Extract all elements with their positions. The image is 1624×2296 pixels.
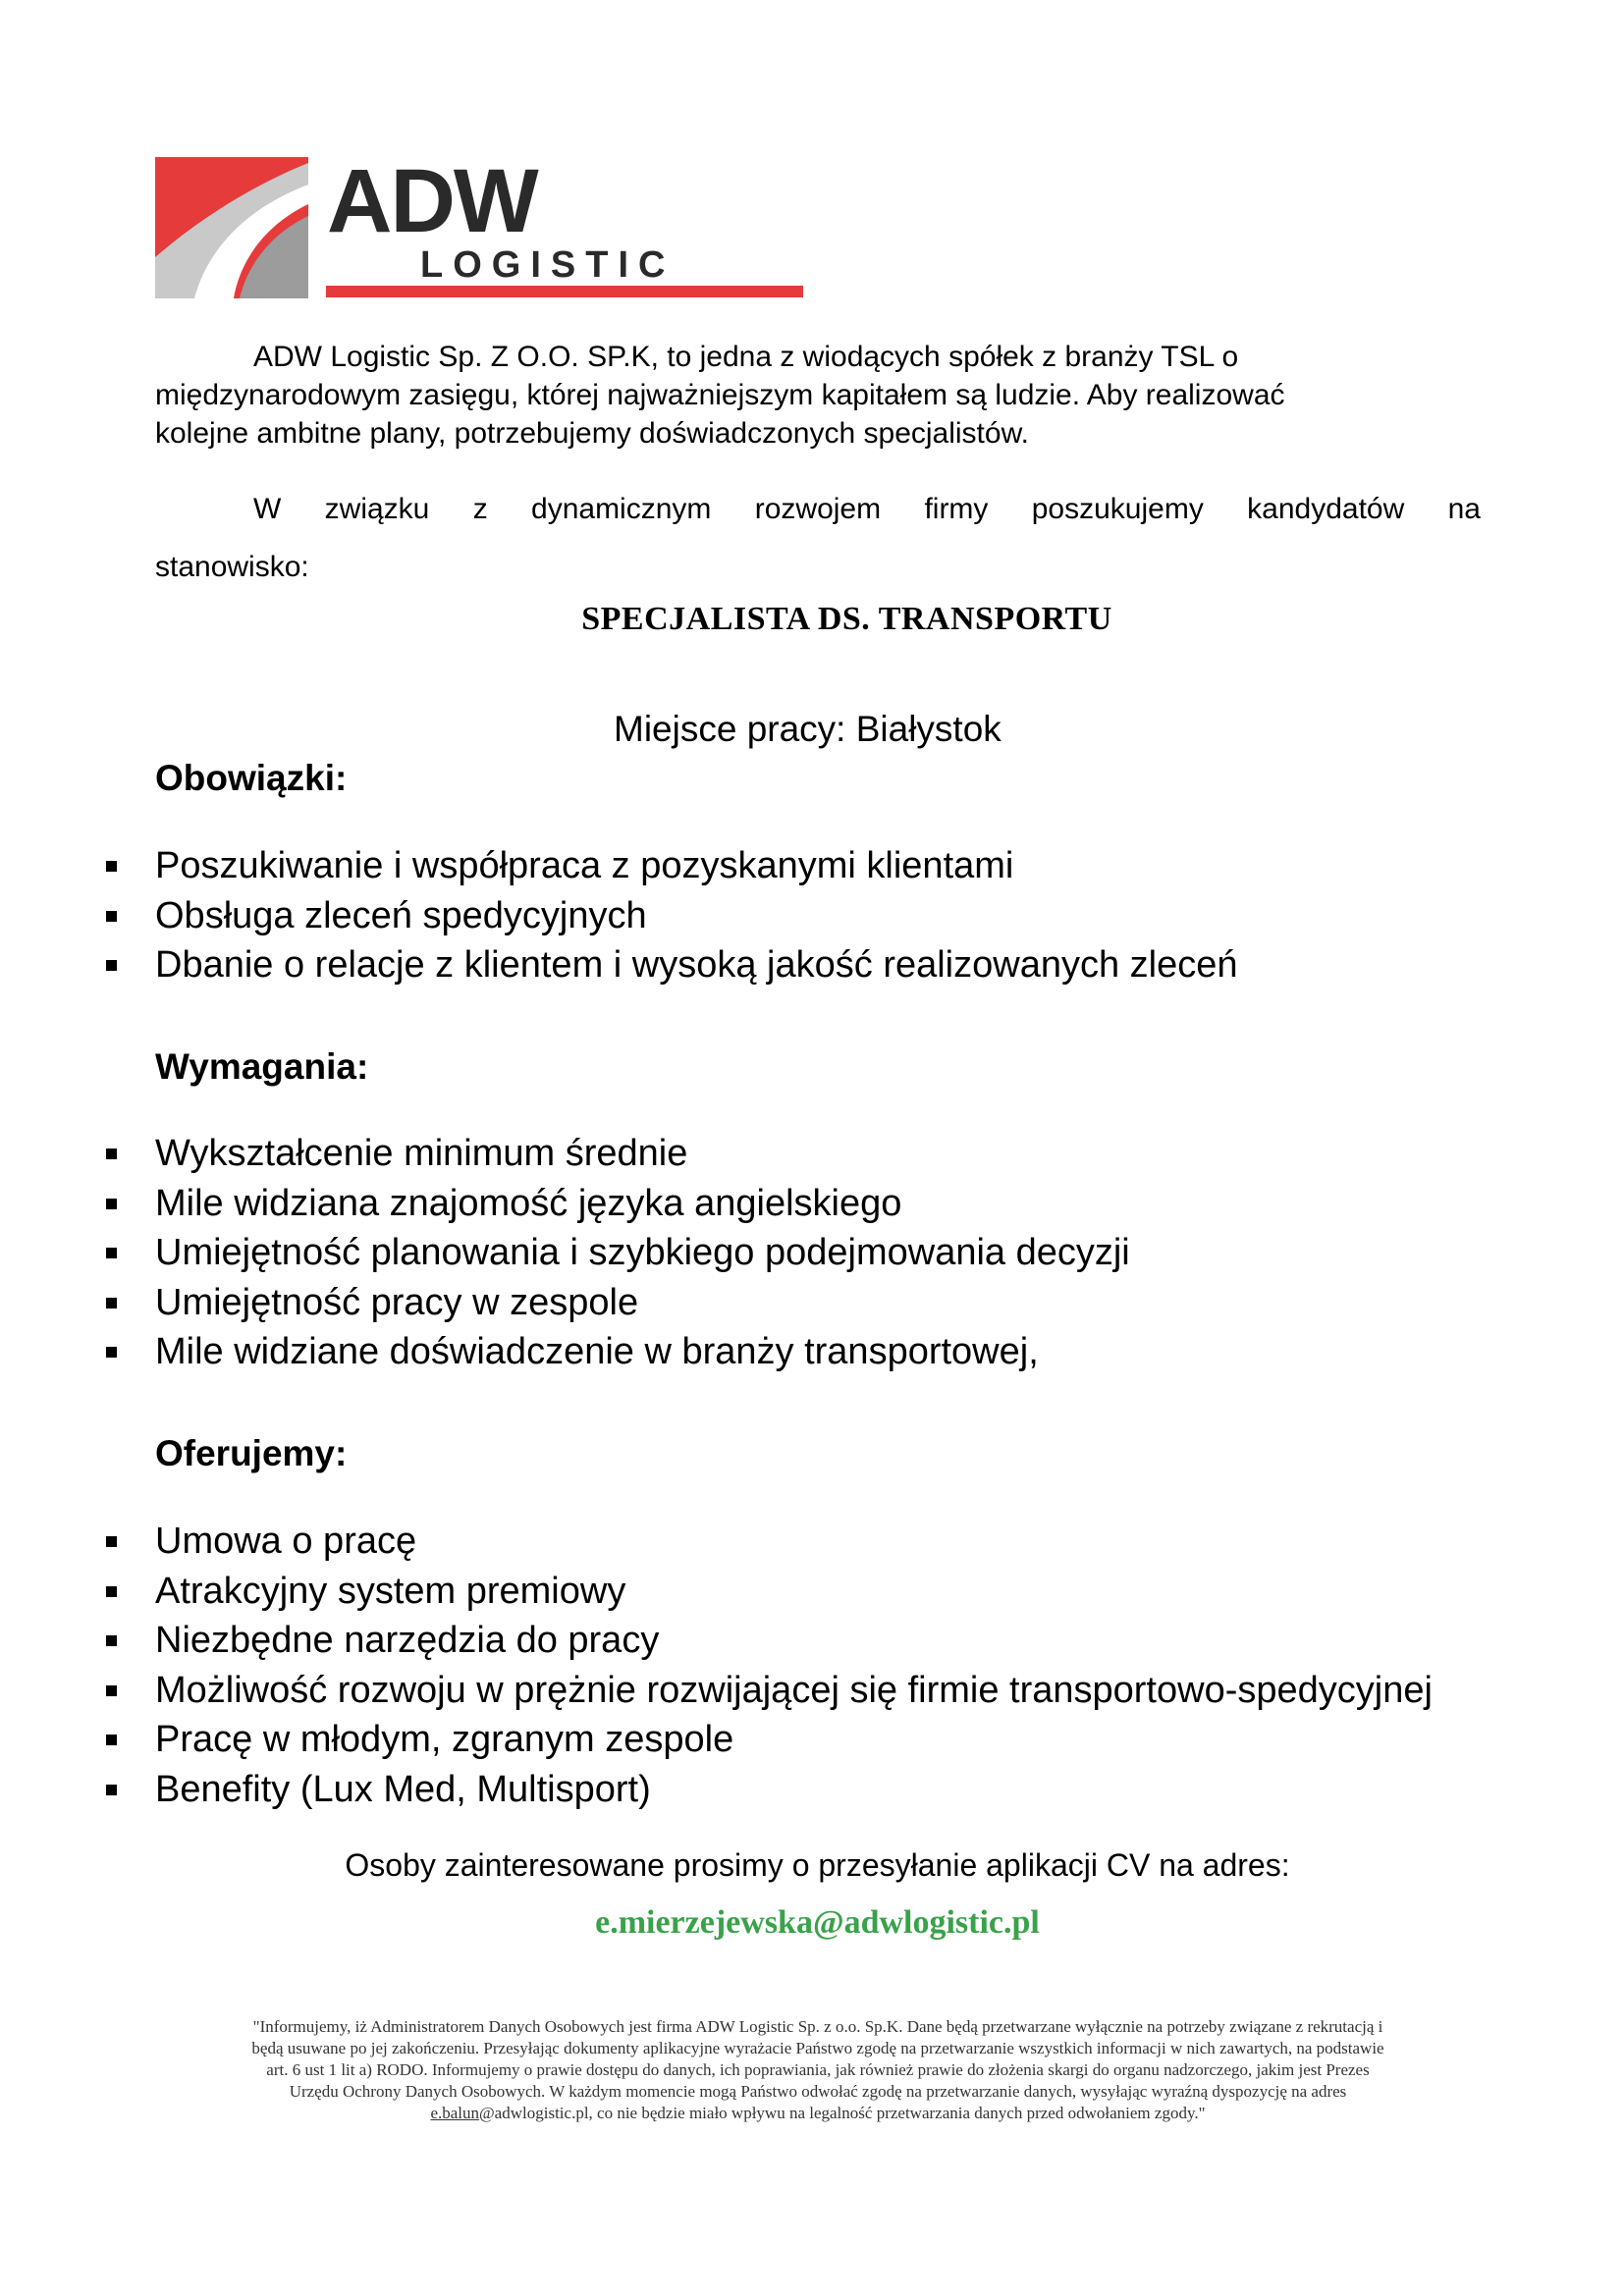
company-logo: [155, 155, 803, 302]
list-item: Atrakcyjny system premiowy: [106, 1567, 1433, 1617]
bullet-square-icon: [106, 1635, 117, 1646]
bullet-square-icon: [106, 1148, 117, 1159]
bullet-square-icon: [106, 911, 117, 922]
gdpr-line: Urzędu Ochrony Danych Osobowych. W każdym momencie mogą Państwo odwołać zgodę na przetwarzanie danych, wysyłając wyraźną dyspozycję na adres: [289, 2082, 1347, 2101]
list-item: Umowa o pracę: [106, 1517, 1433, 1567]
list-item: Poszukiwanie i współpraca z pozyskanymi klientami: [106, 841, 1238, 891]
bullet-square-icon: [106, 861, 117, 872]
gdpr-line: będą usuwane po jej zakończeniu. Przesyłając dokumenty aplikacyjne wyrażacie Państwo zgodę na przetwarzanie wszystkich informacji w nich zawartych, na podstawie: [251, 2039, 1384, 2057]
bullet-square-icon: [106, 1248, 117, 1258]
gdpr-line: art. 6 ust 1 lit a) RODO. Informujemy o prawie dostępu do danych, ich poprawiania, jak również prawie do złożenia skargi do organu nadzorczego, jakim jest Prezes: [266, 2060, 1370, 2079]
gdpr-email-link[interactable]: e.balun: [430, 2104, 480, 2122]
contact-email-link[interactable]: e.mierzejewska@adwlogistic.pl: [595, 1904, 1040, 1941]
position-title: SPECJALISTA DS. TRANSPORTU: [581, 601, 1112, 637]
intro-line: międzynarodowym zasięgu, której najważniejszym kapitałem są ludzie. Aby realizować: [155, 379, 1285, 411]
lead-word: dynamicznym: [531, 493, 712, 525]
requirements-heading: Wymagania:: [155, 1046, 369, 1087]
bullet-square-icon: [106, 1347, 117, 1358]
lead-paragraph: [155, 491, 1481, 585]
lead-word: kandydatów: [1247, 493, 1405, 525]
offer-list: [106, 1517, 1433, 1814]
bullet-square-icon: [106, 960, 117, 971]
lead-word: W: [253, 493, 282, 525]
gdpr-line: "Informujemy, iż Administratorem Danych Osobowych jest firma ADW Logistic Sp. z o.o. Sp.K. Dane będą przetwarzane wyłącznie na potrzeby związane z rekrutacją i: [252, 2017, 1383, 2036]
lead-word: z: [472, 493, 488, 525]
bullet-square-icon: [106, 1685, 117, 1696]
lead-word: na: [1447, 493, 1481, 525]
lead-word: rozwojem: [754, 493, 882, 525]
duties-heading: Obowiązki:: [155, 758, 348, 798]
lead-word: poszukujemy: [1031, 493, 1204, 525]
lead-word: firmy: [924, 493, 989, 525]
list-item: Mile widziane doświadczenie w branży transportowej,: [106, 1327, 1130, 1377]
list-item: Wykształcenie minimum średnie: [106, 1129, 1130, 1179]
logo-brand-text: ADW: [327, 155, 537, 251]
list-item: Możliwość rozwoju w prężnie rozwijającej się firmie transportowo-spedycyjnej: [106, 1666, 1433, 1716]
intro-paragraph: [155, 338, 1481, 453]
adw-logistic-logo-graphic: [155, 155, 803, 302]
lead-line: stanowisko:: [155, 551, 309, 583]
gdpr-clause: [155, 2016, 1481, 2124]
bullet-square-icon: [106, 1735, 117, 1745]
list-item: Niezbędne narzędzia do pracy: [106, 1616, 1433, 1666]
bullet-square-icon: [106, 1536, 117, 1547]
lead-line: [155, 491, 1481, 527]
bullet-square-icon: [106, 1586, 117, 1597]
list-item: Umiejętność planowania i szybkiego podejmowania decyzji: [106, 1228, 1130, 1278]
contact-text: Osoby zainteresowane prosimy o przesyłanie aplikacji CV na adres:: [345, 1847, 1290, 1883]
list-item: Pracę w młodym, zgranym zespole: [106, 1715, 1433, 1765]
offer-heading: Oferujemy:: [155, 1433, 348, 1473]
bullet-square-icon: [106, 1199, 117, 1209]
lead-word: związku: [324, 493, 430, 525]
intro-line: ADW Logistic Sp. Z O.O. SP.K, to jedna z wiodących spółek z branży TSL o: [253, 341, 1239, 373]
bullet-square-icon: [106, 1785, 117, 1795]
gdpr-line: e.balun@adwlogistic.pl, co nie będzie miało wpływu na legalność przetwarzania danych przed odwołaniem zgody.": [430, 2104, 1206, 2122]
list-item: Mile widziana znajomość języka angielskiego: [106, 1179, 1130, 1229]
intro-line: kolejne ambitne plany, potrzebujemy doświadczonych specjalistów.: [155, 417, 1029, 450]
bullet-square-icon: [106, 1298, 117, 1308]
requirements-list: [106, 1129, 1130, 1377]
list-item: Benefity (Lux Med, Multisport): [106, 1765, 1433, 1815]
workplace-label: Miejsce pracy: Białystok: [614, 709, 1001, 749]
list-item: Umiejętność pracy w zespole: [106, 1278, 1130, 1328]
list-item: Dbanie o relacje z klientem i wysoką jakość realizowanych zleceń: [106, 940, 1238, 990]
duties-list: [106, 841, 1238, 990]
list-item: Obsługa zleceń spedycyjnych: [106, 891, 1238, 941]
logo-underline: [326, 286, 803, 297]
logo-subtitle-text: LOGISTIC: [420, 244, 676, 286]
